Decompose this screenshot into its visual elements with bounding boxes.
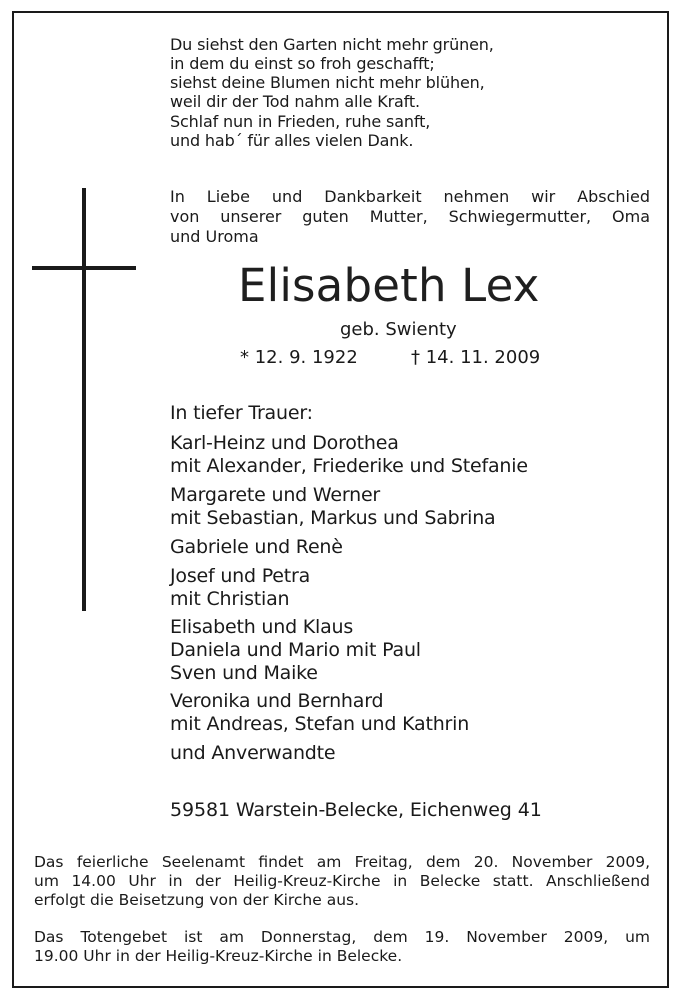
poem-line: Du siehst den Garten nicht mehr grünen,: [170, 35, 494, 54]
intro-line: In Liebe und Dankbarkeit nehmen wir Abschied: [170, 187, 650, 206]
poem-line: Schlaf nun in Frieden, ruhe sanft,: [170, 112, 431, 131]
intro-line: und Uroma: [170, 227, 259, 246]
mourner-line: Josef und Petra: [170, 565, 311, 587]
mourner-line: Karl-Heinz und Dorothea: [170, 432, 399, 454]
address: 59581 Warstein-Belecke, Eichenweg 41: [170, 799, 542, 821]
mourner-line: Elisabeth und Klaus: [170, 616, 354, 638]
mourner-line: Veronika und Bernhard: [170, 690, 384, 712]
prayer-notice-line: 19.00 Uhr in der Heilig-Kreuz-Kirche in Belecke.: [34, 947, 403, 965]
requiem-notice-line: erfolgt die Beisetzung von der Kirche aus.: [34, 891, 360, 909]
mourner-line: Sven und Maike: [170, 662, 318, 684]
requiem-notice-line: Das feierliche Seelenamt findet am Freitag, dem 20. November 2009,: [34, 853, 650, 871]
mourner-line: mit Sebastian, Markus und Sabrina: [170, 507, 496, 529]
cross-icon-horizontal-bar: [32, 266, 136, 270]
mourner-line: und Anverwandte: [170, 742, 336, 764]
prayer-notice-line: Das Totengebet ist am Donnerstag, dem 19. November 2009, um: [34, 928, 650, 946]
poem-line: siehst deine Blumen nicht mehr blühen,: [170, 73, 485, 92]
mourner-line: mit Andreas, Stefan und Kathrin: [170, 713, 470, 735]
cross-icon-vertical-bar: [82, 188, 86, 611]
mourner-line: mit Alexander, Friederike und Stefanie: [170, 455, 528, 477]
maiden-name: geb. Swienty: [340, 319, 457, 340]
poem-line: in dem du einst so froh geschafft;: [170, 54, 435, 73]
birth-date: * 12. 9. 1922: [240, 347, 358, 368]
death-date: † 14. 11. 2009: [411, 347, 541, 368]
mourners-heading: In tiefer Trauer:: [170, 402, 313, 424]
mourner-line: mit Christian: [170, 588, 290, 610]
deceased-name: Elisabeth Lex: [238, 259, 540, 312]
poem-line: und hab´ für alles vielen Dank.: [170, 131, 414, 150]
poem-line: weil dir der Tod nahm alle Kraft.: [170, 92, 420, 111]
requiem-notice-line: um 14.00 Uhr in der Heilig-Kreuz-Kirche in Belecke statt. Anschließend: [34, 872, 650, 890]
mourner-line: Gabriele und Renè: [170, 536, 343, 558]
mourner-line: Daniela und Mario mit Paul: [170, 639, 421, 661]
mourner-line: Margarete und Werner: [170, 484, 381, 506]
intro-line: von unserer guten Mutter, Schwiegermutter, Oma: [170, 207, 650, 226]
